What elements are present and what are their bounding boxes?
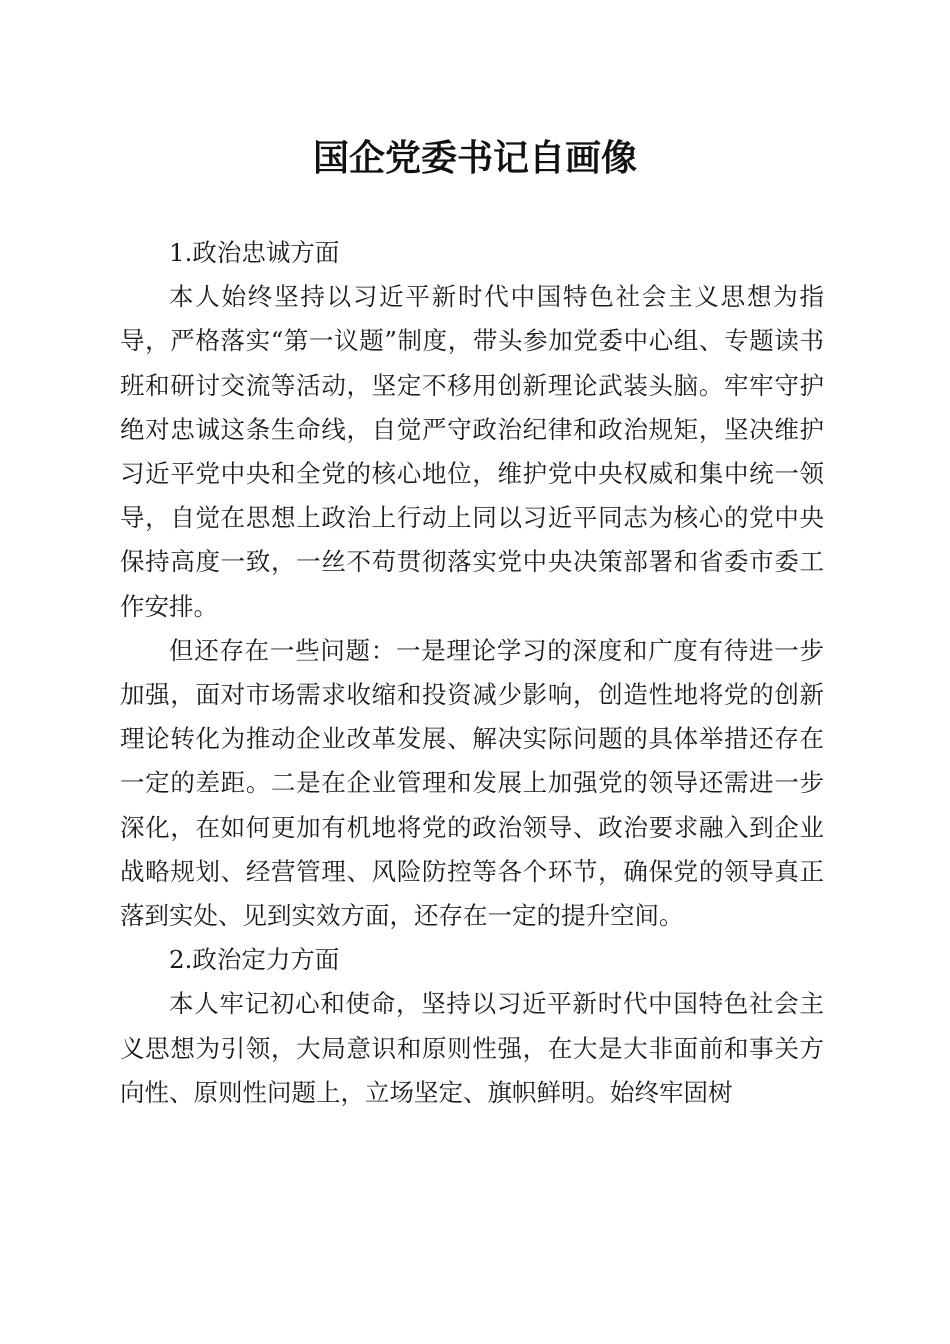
paragraph-resolve-statement: 本人牢记初心和使命，坚持以习近平新时代中国特色社会主义思想为引领，大局意识和原则性强，在大是大非面前和事关方向性、原则性问题上，立场坚定、旗帜鲜明。始终牢固树 (120, 989, 824, 1107)
paragraph-loyalty-statement: 本人始终坚持以习近平新时代中国特色社会主义思想为指导，严格落实“第一议题”制度，带头参加党委中心组、专题读书班和研讨交流等活动，坚定不移用创新理论武装头脑。牢牢守护绝对忠诚这条生命线，自觉严守政治纪律和政治规矩，坚决维护习近平党中央和全党的核心地位，维护党中央权威和集中统一领导，自觉在思想上政治上行动上同以习近平同志为核心的党中央保持高度一致，一丝不苟贯彻落实党中央决策部署和省委市委工作安排。 (120, 282, 824, 621)
section-heading-political-resolve: 2.政治定力方面 (169, 945, 340, 975)
document-body (120, 231, 824, 1115)
section-heading-political-loyalty: 1.政治忠诚方面 (169, 238, 340, 267)
document-title: 国企党委书记自画像 (312, 137, 637, 179)
paragraph-loyalty-problems: 但还存在一些问题：一是理论学习的深度和广度有待进一步加强，面对市场需求收缩和投资减少影响，创造性地将党的创新理论转化为推动企业改革发展、解决实际问题的具体举措还存在一定的差距。二是在企业管理和发展上加强党的领导还需进一步深化，在如何更加有机地将党的政治领导、政治要求融入到企业战略规划、经营管理、风险防控等各个环节，确保党的领导真正落到实处、见到实效方面，还存在一定的提升空间。 (120, 635, 824, 931)
